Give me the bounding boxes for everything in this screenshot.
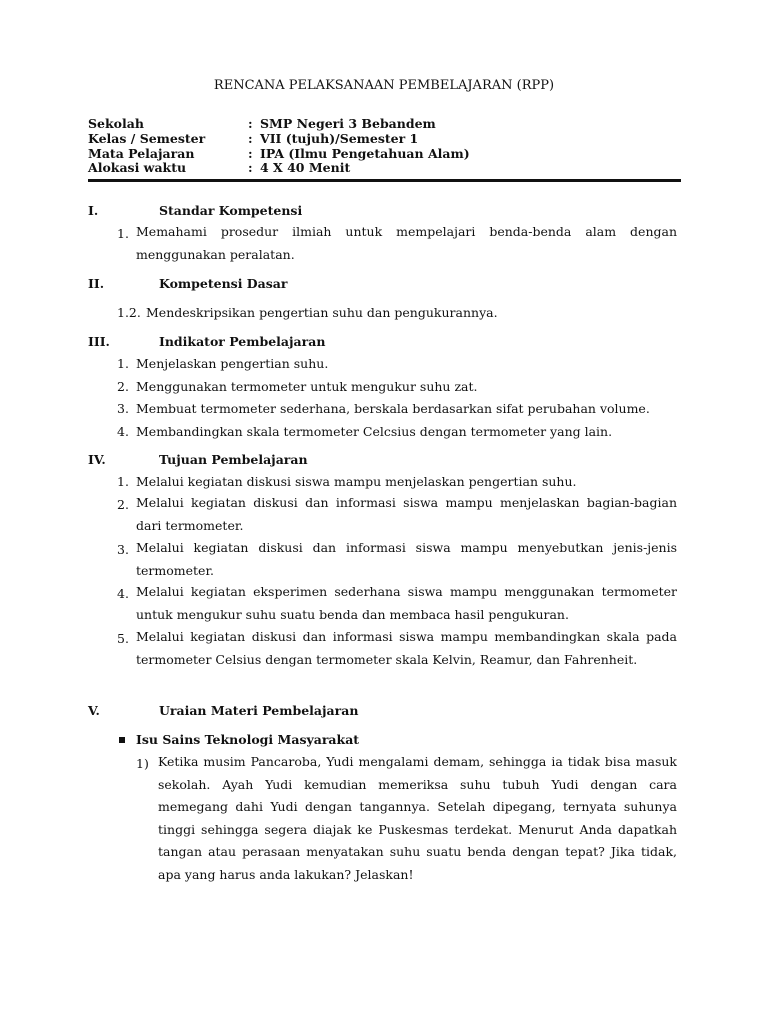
section-numeral: I. bbox=[88, 203, 99, 218]
identity-label-school: Sekolah bbox=[88, 116, 144, 131]
section-numeral: IV. bbox=[88, 452, 106, 467]
identity-value-time: 4 X 40 Menit bbox=[260, 160, 351, 175]
list-item-number: 3. bbox=[117, 401, 129, 416]
identity-label-subject: Mata Pelajaran bbox=[88, 146, 195, 161]
identity-sep-time: : bbox=[248, 160, 253, 175]
list-item-number: 1. bbox=[117, 356, 129, 371]
list-item-text: Menjelaskan pengertian suhu. bbox=[136, 356, 329, 371]
section-heading: Standar Kompetensi bbox=[159, 203, 303, 218]
section-heading: Tujuan Pembelajaran bbox=[159, 452, 308, 467]
list-item-text: Membandingkan skala termometer Celcsius dengan termometer yang lain. bbox=[136, 424, 613, 439]
list-item-text: Melalui kegiatan diskusi dan informasi siswa mampu membandingkan skala pada termometer Celsius dengan termometer skala Kelvin, Reamur, dan Fahrenheit. bbox=[136, 629, 677, 667]
section-heading: Indikator Pembelajaran bbox=[159, 334, 326, 349]
section-numeral: II. bbox=[88, 276, 105, 291]
list-item-number: 4. bbox=[117, 586, 129, 601]
identity-sep-subject: : bbox=[248, 146, 253, 161]
list-item-number: 1. bbox=[117, 226, 129, 241]
identity-value-class: VII (tujuh)/Semester 1 bbox=[260, 131, 419, 146]
section-heading: Kompetensi Dasar bbox=[159, 276, 288, 291]
document-title: RENCANA PELAKSANAAN PEMBELAJARAN (RPP) bbox=[213, 78, 555, 93]
list-item-number: 5. bbox=[117, 631, 129, 646]
identity-value-subject: IPA (Ilmu Pengetahuan Alam) bbox=[260, 146, 470, 161]
list-item-text: Mendeskripsikan pengertian suhu dan pengukurannya. bbox=[146, 305, 498, 320]
section-heading: Uraian Materi Pembelajaran bbox=[159, 703, 359, 718]
identity-sep-school: : bbox=[248, 116, 253, 131]
list-item-text: Melalui kegiatan diskusi siswa mampu menjelaskan pengertian suhu. bbox=[136, 474, 577, 489]
list-item-number: 2. bbox=[117, 379, 129, 394]
list-item-number: 3. bbox=[117, 542, 129, 557]
list-item-number: 1) bbox=[136, 756, 149, 771]
section-numeral: III. bbox=[88, 334, 110, 349]
square-bullet-icon bbox=[119, 737, 125, 743]
list-item-text: Melalui kegiatan diskusi dan informasi siswa mampu menjelaskan bagian-bagian dari termometer. bbox=[136, 495, 677, 533]
identity-value-school: SMP Negeri 3 Bebandem bbox=[260, 116, 436, 131]
list-item-text: Membuat termometer sederhana, berskala berdasarkan sifat perubahan volume. bbox=[136, 401, 650, 416]
list-item-text: Melalui kegiatan diskusi dan informasi siswa mampu menyebutkan jenis-jenis termometer. bbox=[136, 540, 677, 578]
list-item-text: Melalui kegiatan eksperimen sederhana siswa mampu menggunakan termometer untuk mengukur suhu suatu benda dan membaca hasil pengukuran. bbox=[136, 584, 677, 622]
list-item-text: Menggunakan termometer untuk mengukur suhu zat. bbox=[136, 379, 478, 394]
list-item-text: Memahami prosedur ilmiah untuk mempelajari benda-benda alam dengan menggunakan peralatan. bbox=[136, 224, 677, 262]
identity-label-class: Kelas / Semester bbox=[88, 131, 206, 146]
list-item-text: Ketika musim Pancaroba, Yudi mengalami demam, sehingga ia tidak bisa masuk sekolah. Ayah Yudi kemudian memeriksa suhu tubuh Yudi dengan cara memegang dahi Yudi dengan tangannya. Setelah dipegang, ternyata suhunya tinggi sehingga segera diajak ke Puskesmas terdekat. Menurut Anda dapatkah tangan atau perasaan menyatakan suhu suatu benda dengan tepat? Jika tidak, apa yang harus anda lakukan? Jelaskan! bbox=[158, 754, 677, 882]
identity-sep-class: : bbox=[248, 131, 253, 146]
list-item-number: 4. bbox=[117, 424, 129, 439]
list-item-number: 1.2. bbox=[117, 305, 141, 320]
section-numeral: V. bbox=[88, 703, 100, 718]
header-divider bbox=[88, 179, 681, 182]
list-item-number: 1. bbox=[117, 474, 129, 489]
subheading: Isu Sains Teknologi Masyarakat bbox=[136, 732, 360, 747]
identity-label-time: Alokasi waktu bbox=[88, 160, 187, 175]
list-item-number: 2. bbox=[117, 497, 129, 512]
